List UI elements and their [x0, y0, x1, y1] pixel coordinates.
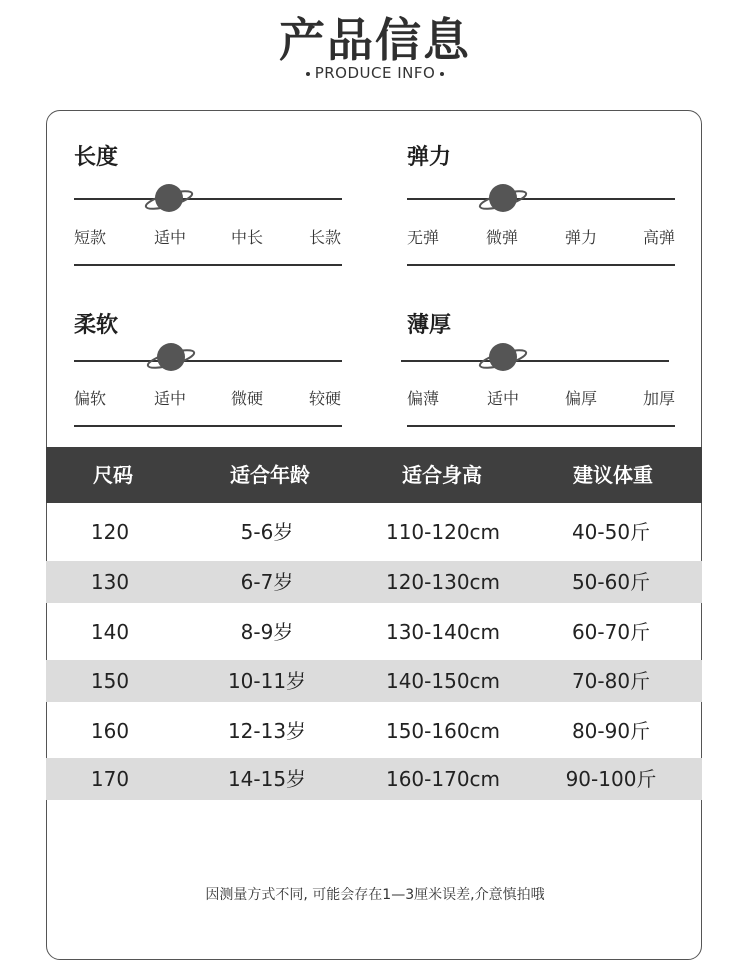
- page-subtitle-text: PRODUCE INFO: [314, 64, 436, 82]
- table-row: [46, 758, 702, 800]
- cell-weight: 70-80斤: [571, 669, 651, 693]
- table-row: [46, 660, 702, 702]
- cell-age: 5-6岁: [240, 520, 294, 544]
- cell-height: 150-160cm: [385, 719, 501, 743]
- level-label: 适中: [154, 389, 187, 408]
- level-label: 偏厚: [565, 389, 598, 408]
- planet-icon: [477, 341, 529, 375]
- cell-size: 130: [90, 570, 130, 594]
- attribute-softness: [74, 308, 342, 438]
- column-header-height: 适合身高: [402, 463, 482, 487]
- cell-age: 14-15岁: [227, 767, 307, 791]
- cell-size: 160: [90, 719, 130, 743]
- level-label: 较硬: [309, 389, 342, 408]
- cell-age: 8-9岁: [240, 620, 294, 644]
- bullet-dot-icon: [306, 72, 310, 76]
- cell-size: 140: [90, 620, 130, 644]
- cell-weight: 50-60斤: [571, 570, 651, 594]
- level-label: 偏薄: [407, 389, 440, 408]
- cell-size: 150: [90, 669, 130, 693]
- level-label: 微弹: [486, 228, 519, 247]
- level-label: 微硬: [231, 389, 264, 408]
- cell-height: 160-170cm: [385, 767, 501, 791]
- table-row: [46, 561, 702, 603]
- planet-icon: [477, 182, 529, 216]
- planet-icon: [145, 341, 197, 375]
- bullet-dot-icon: [440, 72, 444, 76]
- size-table-header: [46, 447, 702, 503]
- level-label: 长款: [309, 228, 342, 247]
- attribute-length: [74, 140, 342, 270]
- cell-age: 6-7岁: [240, 570, 294, 594]
- cell-age: 12-13岁: [227, 719, 307, 743]
- attribute-thickness: [407, 308, 675, 438]
- level-label: 中长: [231, 228, 264, 247]
- page-subtitle: [0, 64, 750, 82]
- level-label: 加厚: [643, 389, 676, 408]
- attribute-title: 薄厚: [407, 313, 452, 338]
- attribute-title: 弹力: [407, 145, 452, 170]
- level-label: 高弹: [643, 228, 676, 247]
- table-row: [46, 511, 702, 553]
- table-row: [46, 611, 702, 653]
- level-label: 偏软: [74, 389, 107, 408]
- cell-age: 10-11岁: [227, 669, 307, 693]
- cell-size: 120: [90, 520, 130, 544]
- column-header-age: 适合年龄: [230, 463, 310, 487]
- attribute-elasticity: [407, 140, 675, 270]
- cell-weight: 90-100斤: [565, 767, 657, 791]
- divider: [74, 264, 342, 266]
- level-label: 适中: [487, 389, 520, 408]
- attribute-title: 长度: [74, 145, 119, 170]
- level-label: 短款: [74, 228, 107, 247]
- cell-weight: 80-90斤: [571, 719, 651, 743]
- attribute-track: [407, 198, 675, 200]
- page-title: 产品信息: [279, 13, 471, 67]
- divider: [74, 425, 342, 427]
- level-label: 无弹: [407, 228, 440, 247]
- attribute-track: [74, 198, 342, 200]
- attribute-title: 柔软: [74, 313, 119, 338]
- planet-icon: [143, 182, 195, 216]
- cell-height: 130-140cm: [385, 620, 501, 644]
- table-row: [46, 710, 702, 752]
- divider: [407, 425, 675, 427]
- cell-size: 170: [90, 767, 130, 791]
- cell-weight: 60-70斤: [571, 620, 651, 644]
- level-label: 适中: [154, 228, 187, 247]
- attribute-track: [401, 360, 669, 362]
- level-label: 弹力: [565, 228, 598, 247]
- attribute-track: [74, 360, 342, 362]
- cell-weight: 40-50斤: [571, 520, 651, 544]
- column-header-weight: 建议体重: [573, 463, 653, 487]
- divider: [407, 264, 675, 266]
- cell-height: 140-150cm: [385, 669, 501, 693]
- cell-height: 120-130cm: [385, 570, 501, 594]
- cell-height: 110-120cm: [385, 520, 501, 544]
- column-header-size: 尺码: [93, 463, 133, 487]
- measurement-note: 因测量方式不同, 可能会存在1—3厘米误差,介意慎拍哦: [205, 887, 545, 903]
